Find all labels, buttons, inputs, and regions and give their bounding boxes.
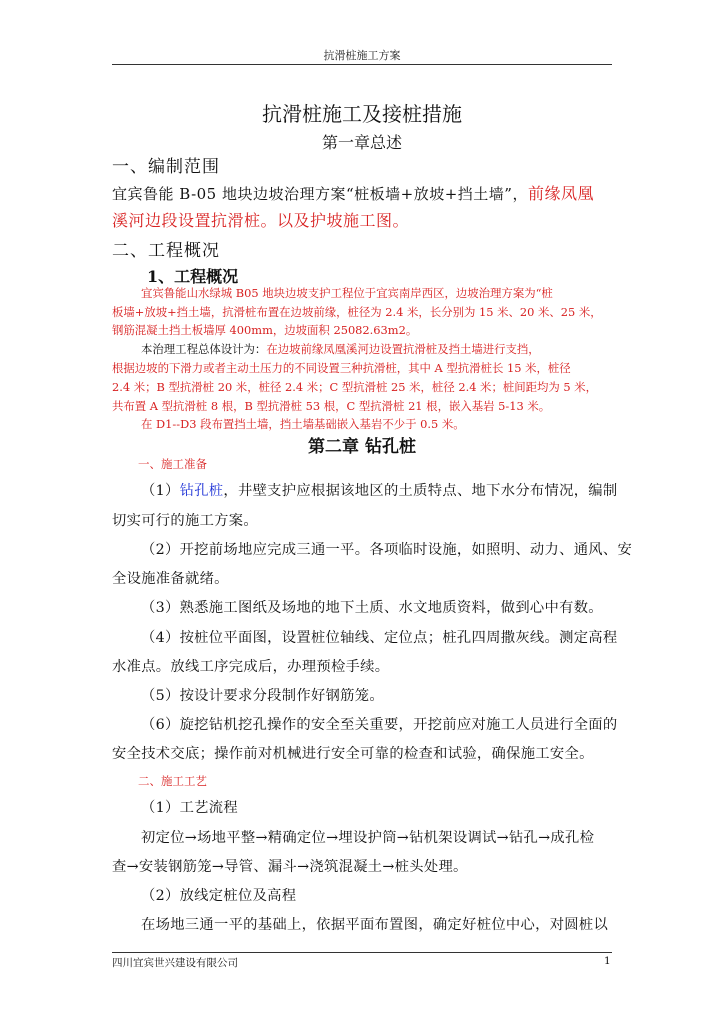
prep-item2-line2: 全设施准备就绪。 bbox=[112, 571, 229, 587]
item-number: （1） bbox=[141, 483, 180, 499]
design-text: 在边坡前缘凤凰溪河边设置抗滑桩及挡土墙进行支挡， bbox=[266, 342, 540, 356]
overview-p2-line3: 2.4 米；B 型抗滑桩 20 米，桩径 2.4 米；C 型抗滑桩 25 米，桩径 2.4 米；桩间距均为 5 米， bbox=[112, 380, 598, 394]
scope-text: 宜宾鲁能 B-05 地块边坡治理方案“桩板墙+放坡+挡土墙”， bbox=[112, 185, 528, 203]
overview-p1-line1: 宜宾鲁能山水绿城 B05 地块边坡支护工程位于宜宾南岸西区，边坡治理方案为“桩 bbox=[141, 286, 553, 300]
section-heading-scope: 一、编制范围 bbox=[112, 157, 220, 177]
prep-item1-line2: 切实可行的施工方案。 bbox=[112, 513, 258, 529]
document-title: 抗滑桩施工及接桩措施 bbox=[262, 102, 462, 126]
process-flow-line1: 初定位→场地平整→精确定位→埋设护筒→钻机架设调试→钻孔→成孔检 bbox=[141, 830, 595, 846]
prep-item1-line1 bbox=[141, 480, 618, 500]
page-number: 1 bbox=[604, 955, 611, 967]
overview-p2-line2: 根据边坡的下滑力或者主动土压力的不同设置三种抗滑桩，其中 A 型抗滑桩长 15 米，桩径 bbox=[112, 361, 571, 375]
overview-p2-line1 bbox=[141, 341, 540, 357]
prep-item2-line1: （2）开挖前场地应完成三通一平。各项临时设施，如照明、动力、通风、安 bbox=[141, 542, 633, 558]
prep-item4-line1: （4）按桩位平面图，设置桩位轴线、定位点；桩孔四周撒灰线。测定高程 bbox=[141, 630, 618, 646]
section-heading-process: 二、施工工艺 bbox=[138, 774, 207, 788]
header-rule bbox=[112, 64, 612, 65]
chapter2-heading: 第二章 钻孔桩 bbox=[308, 437, 416, 457]
section-heading-overview: 二、工程概况 bbox=[112, 241, 220, 261]
process-flow-line2: 查→安装钢筋笼→导管、漏斗→浇筑混凝土→桩头处理。 bbox=[112, 859, 468, 875]
overview-p1-line3: 钢筋混凝土挡土板墙厚 400mm，边坡面积 25082.63m2。 bbox=[112, 323, 418, 337]
scope-line-1 bbox=[112, 181, 594, 204]
overview-p2-line4: 共布置 A 型抗滑桩 8 根，B 型抗滑桩 53 根，C 型抗滑桩 21 根，嵌入基岩 5-13 米。 bbox=[112, 399, 551, 413]
process-item2-line1: 在场地三通一平的基础上，依据平面布置图，确定好桩位中心，对圆桩以 bbox=[141, 917, 609, 933]
prep-item6-line2: 安全技术交底；操作前对机械进行安全可靠的检查和试验，确保施工安全。 bbox=[112, 746, 594, 762]
subsection-heading: 1、工程概况 bbox=[147, 267, 239, 286]
item-text: ，井壁支护应根据该地区的土质特点、地下水分布情况，编制 bbox=[223, 483, 618, 499]
running-header: 抗滑桩施工方案 bbox=[323, 49, 401, 62]
design-label: 本治理工程总体设计为： bbox=[141, 342, 267, 356]
process-item1: （1）工艺流程 bbox=[141, 800, 238, 816]
overview-p3-line1: 在 D1--D3 段布置挡土墙，挡土墙基础嵌入基岩不少于 0.5 米。 bbox=[141, 417, 465, 431]
prep-item3-line1: （3）熟悉施工图纸及场地的地下土质、水文地质资料，做到心中有数。 bbox=[141, 600, 603, 616]
footer-rule bbox=[112, 952, 612, 953]
scope-line-2: 溪河边段设置抗滑桩。以及护坡施工图。 bbox=[112, 211, 410, 230]
scope-highlight: 前缘凤凰 bbox=[527, 184, 594, 203]
prep-item4-line2: 水准点。放线工序完成后，办理预检手续。 bbox=[112, 659, 390, 675]
overview-p1-line2: 板墙+放坡+挡土墙，抗滑桩布置在边坡前缘，桩径为 2.4 米，长分别为 15 米、20 米、25 米， bbox=[112, 305, 602, 319]
prep-item5-line1: （5）按设计要求分段制作好钢筋笼。 bbox=[141, 688, 384, 704]
bored-pile-term: 钻孔桩 bbox=[179, 483, 224, 499]
process-item2: （2）放线定桩位及高程 bbox=[141, 888, 297, 904]
prep-item6-line1: （6）旋挖钻机挖孔操作的安全至关重要，开挖前应对施工人员进行全面的 bbox=[141, 717, 618, 733]
section-heading-prep: 一、施工准备 bbox=[138, 457, 207, 471]
footer-company: 四川宜宾世兴建设有限公司 bbox=[112, 957, 238, 969]
chapter1-heading: 第一章总述 bbox=[321, 133, 402, 152]
